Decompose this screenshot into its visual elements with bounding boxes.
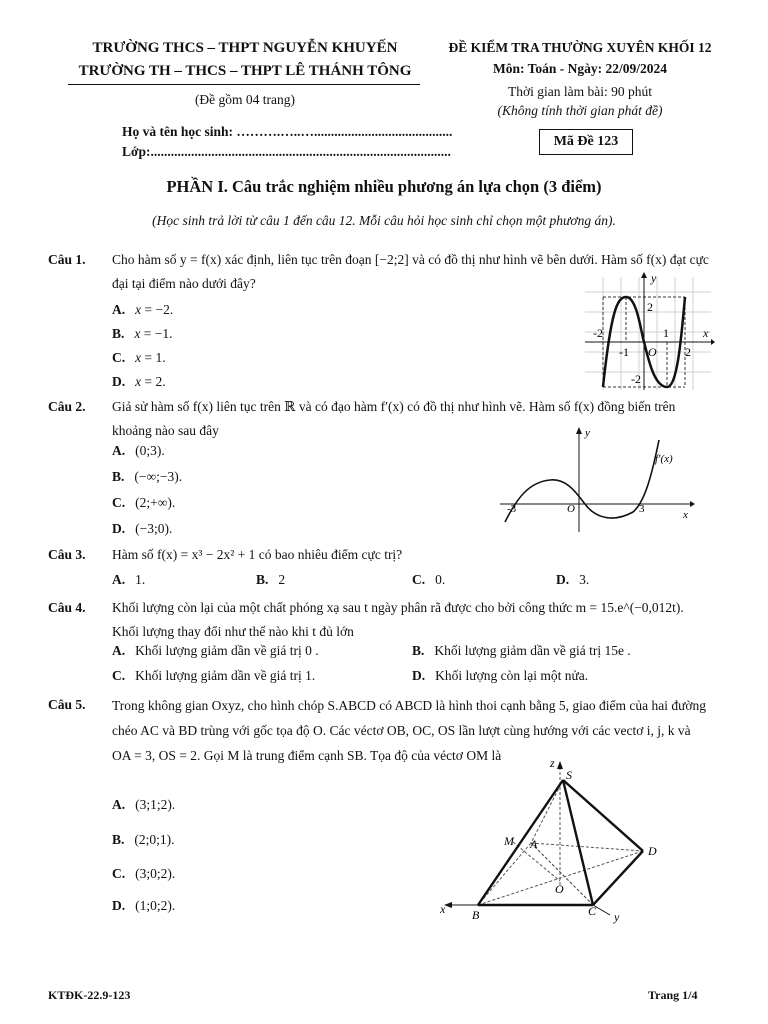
school-name-1: TRƯỜNG THCS – THPT NGUYỄN KHUYẾN [92, 40, 398, 56]
q3-option-c[interactable]: C. 0. [412, 572, 446, 587]
q1-label-1: 1 [663, 326, 669, 340]
q5-label-o: O [555, 882, 564, 896]
class-line: Lớp:......................................................................................... [122, 144, 451, 159]
q2-x-label: x [683, 509, 688, 521]
question-1-text: Cho hàm số y = f(x) xác định, liên tục trên đoạn [−2;2] và có đồ thị như hình vẽ bên dưới. Hàm số f(x) đạt cực đại tại điểm nào dưới đây? [112, 252, 709, 291]
q1-option-c[interactable]: C. x = 1. [112, 350, 166, 365]
q1-y-label: y [651, 272, 657, 285]
q2-label-neg3: -3 [507, 503, 517, 515]
q5-pyramid-figure [438, 755, 688, 925]
q5-option-d[interactable]: D. (1;0;2). [112, 898, 176, 913]
q1-label-neg2y: -2 [631, 372, 641, 386]
question-4-number: Câu 4. [48, 600, 86, 615]
school-name-2: TRƯỜNG TH – THCS – THPT LÊ THÁNH TÔNG [78, 63, 412, 79]
q5-option-a[interactable]: A. (3;1;2). [112, 797, 176, 812]
pages-note: (Đề gồm 04 trang) [194, 92, 296, 107]
q1-label-neg2: -2 [593, 326, 603, 340]
q3-option-b[interactable]: B. 2 [256, 572, 286, 587]
q5-label-m: M [504, 834, 514, 848]
q5-label-y: y [614, 910, 620, 924]
q5-label-b: B [472, 908, 480, 922]
q1-option-b[interactable]: B. x = −1. [112, 326, 173, 341]
q1-label-neg1: -1 [619, 345, 629, 359]
q1-label-2x: 2 [685, 345, 691, 359]
header-underline [68, 84, 420, 85]
q5-label-s: S [566, 768, 572, 782]
q2-label-3: 3 [639, 503, 645, 515]
q1-option-a[interactable]: A. x = −2. [112, 302, 174, 317]
q2-curve-label: f′(x) [655, 453, 673, 465]
q2-label-origin: O [567, 503, 575, 515]
q2-option-d[interactable]: D. (−3;0). [112, 521, 173, 536]
q1-option-d[interactable]: D. x = 2. [112, 374, 166, 389]
question-5-text: Trong không gian Oxyz, cho hình chóp S.ABCD có ABCD là hình thoi cạnh bằng 5, giao điểm của hai đường chéo AC và BD trùng với gốc tọa độ O. Các véctơ OB, OC, OS lần lượt cùng hướng với các vectơ i, j, k và OA = 3, OS = 2. Gọi M là trung điểm cạnh SB. Tọa độ của véctơ OM là [112, 698, 707, 763]
q4-option-b[interactable]: B. Khối lượng giảm dần về giá trị 15e . [412, 643, 631, 658]
q2-option-b[interactable]: B. (−∞;−3). [112, 469, 183, 484]
footer-code: KTĐK-22.9-123 [48, 988, 131, 1002]
exam-title: ĐỀ KIỂM TRA THƯỜNG XUYÊN KHỐI 12 [448, 40, 712, 55]
q1-graph [585, 272, 715, 392]
question-2-number: Câu 2. [48, 399, 86, 414]
q3-option-d[interactable]: D. 3. [556, 572, 590, 587]
q5-label-x: x [440, 902, 446, 916]
question-4-text: Khối lượng còn lại của một chất phóng xạ sau t ngày phân rã được cho bởi công thức m = 15.e^(−0,012t). Khối lượng thay đổi như thế nào khi t đủ lớn [112, 600, 684, 639]
q5-label-d: D [648, 844, 657, 858]
part-instructions: (Học sinh trả lời từ câu 1 đến câu 12. Mỗi câu hỏi học sinh chỉ chọn một phương án). [152, 213, 616, 228]
question-3-number: Câu 3. [48, 547, 86, 562]
question-1-number: Câu 1. [48, 252, 86, 267]
question-5-number: Câu 5. [48, 697, 86, 712]
q2-graph [495, 424, 695, 534]
exam-code-box: Mã Đề 123 [539, 129, 633, 155]
student-name-line: Họ và tên học sinh: ……….…..…......................................... [122, 124, 453, 139]
q1-label-origin: O [648, 345, 657, 359]
q4-option-a[interactable]: A. Khối lượng giảm dần về giá trị 0 . [112, 643, 319, 658]
q1-x-label: x [703, 326, 709, 340]
q2-y-label: y [585, 427, 590, 439]
duration-note: (Không tính thời gian phát đề) [497, 103, 663, 118]
q2-option-c[interactable]: C. (2;+∞). [112, 495, 176, 510]
q5-label-c: C [588, 904, 597, 918]
q3-option-a[interactable]: A. 1. [112, 572, 146, 587]
q2-curve [505, 440, 659, 522]
q2-option-a[interactable]: A. (0;3). [112, 443, 165, 458]
q5-option-b[interactable]: B. (2;0;1). [112, 832, 175, 847]
q5-label-z: z [550, 756, 555, 770]
q5-label-a: A [530, 837, 538, 851]
duration: Thời gian làm bài: 90 phút [508, 84, 652, 99]
question-2-text: Giả sử hàm số f(x) liên tục trên ℝ và có đạo hàm f′(x) có đồ thị như hình vẽ. Hàm số f(x) đồng biến trên khoảng nào sau đây [112, 399, 676, 438]
q5-option-c[interactable]: C. (3;0;2). [112, 866, 176, 881]
q4-option-a-text: Khối lượng giảm dần về giá trị 0 . [135, 643, 319, 658]
footer-page: Trang 1/4 [648, 988, 698, 1002]
q4-option-c[interactable]: C. Khối lượng giảm dần về giá trị 1. [112, 668, 316, 683]
q1-label-2: 2 [647, 300, 653, 314]
part-title: PHẦN I. Câu trắc nghiệm nhiều phương án lựa chọn (3 điểm) [166, 177, 602, 196]
q4-option-d[interactable]: D. Khối lượng còn lại một nửa. [412, 668, 589, 683]
question-3-text: Hàm số f(x) = x³ − 2x² + 1 có bao nhiêu điểm cực trị? [112, 547, 403, 562]
subject-date: Môn: Toán - Ngày: 22/09/2024 [492, 61, 668, 76]
